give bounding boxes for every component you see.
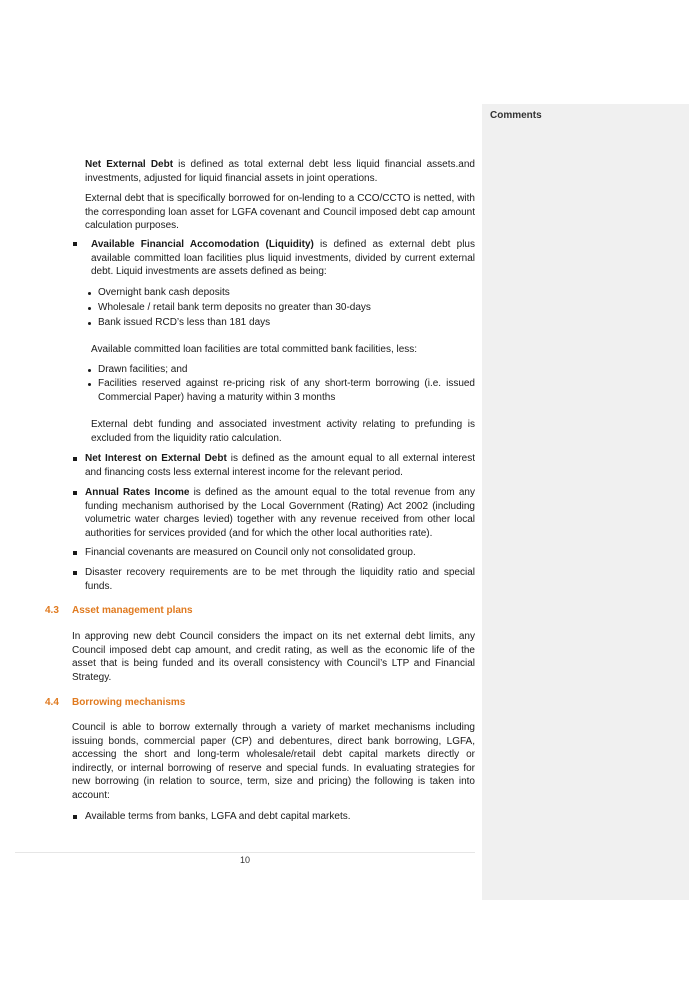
list-item: Wholesale / retail bank term deposits no greater than 30-days [98,302,371,313]
list-item: Bank issued RCD’s less than 181 days [98,317,271,328]
list-item: Drawn facilities; and [98,364,188,375]
bullet-dot-icon [88,307,91,310]
list-item: Overnight bank cash deposits [98,287,230,298]
term: Net External Debt [85,159,174,170]
bullet-dot-icon [88,383,91,386]
netting-paragraph: External debt that is specifically borrowed for on-lending to a CCO/CCTO is netted, with the corresponding loan asset for LGFA covenant and Council imposed debt cap amount calculation purposes. [85,193,475,232]
facilities-intro: Available committed loan facilities are total committed bank facilities, less: [91,344,418,355]
terms-bullet: Available terms from banks, LGFA and debt capital markets. [85,811,351,822]
section-number: 4.4 [45,697,59,708]
section-number: 4.3 [45,605,59,616]
bullet-square-icon [73,815,77,819]
asset-management-paragraph: In approving new debt Council considers the impact on its net external debt limits, any Council imposed debt cap amount, and credit rating, as well as the economic life of the asset that is being funded and its overall consistency with Council’s LTP and Financial Strategy. [72,631,475,683]
term: Available Financial Accomodation (Liquidity) [91,239,314,250]
page-number: 10 [240,855,251,865]
section-heading-4-3 [0,605,480,619]
definition: is defined as the amount equal to the total revenue from any funding mechanism authorised by the Local Government (Rating) Act 2002 (including volumetric water charges levied) together with any revenue received from other local authorities for services provided (and for which the other local authorities rate). [85,487,475,539]
disaster-paragraph: Disaster recovery requirements are to be met through the liquidity ratio and special funds. [85,567,475,592]
section-title: Borrowing mechanisms [72,697,186,708]
net-external-debt-paragraph [85,158,475,185]
comments-pane [482,104,689,900]
bullet-dot-icon [88,322,91,325]
comments-title: Comments [490,110,542,121]
bullet-square-icon [73,571,77,575]
definition: is defined as total external debt less liquid financial assets.and investments, adjusted for liquid financial assets in joint operations. [85,159,475,184]
section-title: Asset management plans [72,605,193,616]
footer-divider [15,852,475,853]
definition: is defined as the amount equal to all external interest and financing costs less external interest income for the relevant period. [85,453,475,478]
bullet-square-icon [73,242,77,246]
borrowing-paragraph: Council is able to borrow externally through a variety of market mechanisms including issuing bonds, commercial paper (CP) and debentures, direct bank borrowing, LGFA, accessing the short and long-term wholesale/retail debt capital markets directly or indirectly, or internal borrowing of reserve and special funds. In evaluating strategies for new borrowing (in relation to source, term, size and pricing) the following is taken into account: [72,722,475,801]
rates-income-paragraph [85,486,475,540]
prefunding-paragraph: External debt funding and associated investment activity relating to prefunding is excluded from the liquidity ratio calculation. [91,419,475,444]
net-interest-paragraph [85,452,475,479]
bullet-square-icon [73,551,77,555]
bullet-dot-icon [88,292,91,295]
bullet-square-icon [73,491,77,495]
bullet-dot-icon [88,369,91,372]
definition: is defined as external debt plus available committed loan facilities plus liquid investments, divided by current external debt. Liquid investments are assets defined as being: [91,239,475,278]
bullet-square-icon [73,457,77,461]
covenants-paragraph: Financial covenants are measured on Council only not consolidated group. [85,547,416,558]
list-item: Facilities reserved against re-pricing risk of any short-term borrowing (i.e. issued Commercial Paper) having a maturity within 3 months [98,378,475,403]
term: Annual Rates Income [85,487,190,498]
section-heading-4-4 [0,697,480,711]
term: Net Interest on External Debt [85,453,227,464]
liquidity-paragraph [91,238,475,279]
